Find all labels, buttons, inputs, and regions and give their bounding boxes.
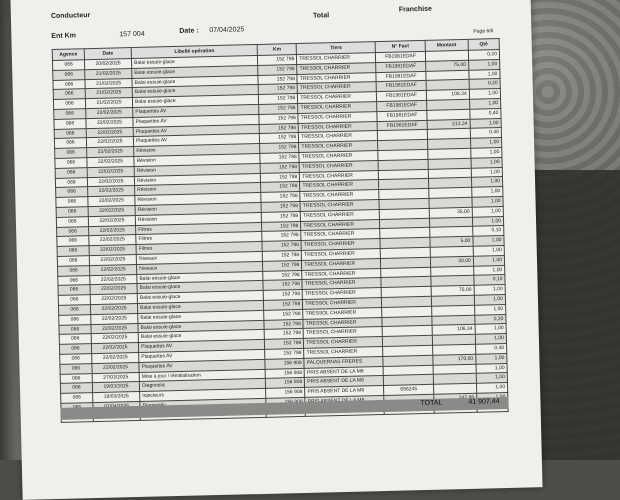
cell-libelle: Balai essuie-glace [138, 300, 264, 313]
cell-facture: FB1981EDAF [377, 110, 427, 121]
cell-agence: 066 [53, 79, 85, 90]
cell-libelle: Révision [134, 153, 260, 166]
cell-qte: 1,00 [476, 373, 507, 384]
cell-agence: 066 [58, 285, 90, 296]
cell-qte: 1,00 [475, 334, 506, 345]
cell-libelle: Balai essuie-glace [138, 320, 264, 333]
cell-km: 152 798 [263, 290, 302, 301]
cell-km: 152 798 [259, 133, 298, 144]
cell-tiers: PRIS ABSENT DE LA M8 [305, 386, 384, 398]
cell-libelle: Révision [134, 144, 260, 157]
date-label: Date : [179, 27, 199, 35]
cell-km: 152 798 [261, 211, 300, 222]
cell-libelle: Plaquettes AV [133, 134, 259, 147]
cell-date: 22/02/2025 [92, 362, 139, 373]
cell-qte: 1,00 [476, 363, 507, 374]
grand-total-value: 41 907,44 [468, 398, 500, 406]
cell-km: 152 798 [259, 103, 298, 114]
cell-agence: 066 [53, 69, 85, 80]
cell-tiers: PRIS ABSENT DE LA M8 [305, 376, 384, 388]
col-qte: Qté [468, 39, 499, 51]
cell-tiers: TRESSOL CHARRIER [301, 229, 380, 241]
cell-qte: 1,00 [468, 59, 499, 70]
cell-qte: 1,00 [471, 157, 502, 168]
cell-date: 22/02/2025 [86, 127, 133, 138]
cell-agence: 066 [59, 324, 91, 335]
cell-qte: 1,00 [472, 196, 503, 207]
cell-tiers: TRESSOL CHARRIER [302, 278, 381, 290]
cell-km: 152 798 [261, 182, 300, 193]
cell-agence: 066 [58, 265, 90, 276]
cell-libelle: Balai essuie-glace [132, 65, 258, 78]
cell-date: 22/02/2025 [88, 205, 135, 216]
cell-km: 152 798 [263, 270, 302, 281]
cell-agence: 066 [57, 226, 89, 237]
cell-km: 152 798 [260, 162, 299, 173]
cell-agence: 066 [58, 295, 90, 306]
cell-qte: 1,00 [472, 206, 503, 217]
cell-tiers: TRESSOL CHARRIER [297, 72, 376, 84]
cell-qte: 1,00 [473, 255, 504, 266]
cell-montant: 30,00 [430, 256, 473, 267]
cell-libelle: Plaquettes AV [133, 114, 259, 127]
cell-agence: 066 [59, 334, 91, 345]
cell-libelle: Révision [135, 183, 261, 196]
total-label: Total [312, 12, 330, 20]
cell-km: 156 908 [265, 368, 304, 379]
cell-libelle: Balai essuie-glace [132, 55, 258, 68]
cell-qte: 1,00 [471, 167, 502, 178]
cell-km: 152 798 [264, 319, 303, 330]
cell-km: 156 908 [265, 378, 304, 389]
cell-agence: 066 [54, 109, 86, 120]
cell-km: 152 798 [258, 84, 297, 95]
cell-date: 22/02/2025 [91, 323, 138, 334]
cell-agence: 066 [53, 99, 85, 110]
cell-km: 152 798 [260, 172, 299, 183]
cell-km: 152 798 [262, 221, 301, 232]
cell-facture: FB1981EDAF [376, 71, 426, 82]
cell-km: 152 798 [259, 94, 298, 105]
cell-tiers: TRESSOL CHARRIER [304, 346, 383, 358]
cell-qte: 1,00 [473, 245, 504, 256]
cell-tiers: TRESSOL CHARRIER [297, 53, 376, 65]
col-libelle: Libellé opération [131, 44, 257, 58]
cell-date: 22/02/2025 [89, 235, 136, 246]
cell-facture: FB1981EDAF [377, 91, 427, 102]
cell-agence: 066 [60, 383, 92, 394]
cell-qte: 0,20 [475, 314, 506, 325]
cell-libelle: Diagnostic [139, 379, 265, 392]
cell-libelle: Plaquettes AV [138, 339, 264, 352]
cell-libelle: Balai essuie-glace [132, 75, 258, 88]
col-facture: N° Fact [376, 40, 426, 52]
cell-agence: 066 [57, 236, 89, 247]
cell-km: 152 798 [265, 339, 304, 350]
cell-km: 152 798 [258, 55, 297, 66]
cell-date: 22/02/2025 [87, 176, 134, 187]
cell-date: 22/02/2025 [88, 215, 135, 226]
cell-montant: 108,34 [426, 90, 469, 101]
cell-tiers: TRESSOL CHARRIER [300, 180, 379, 192]
cell-libelle: Filtres [136, 232, 262, 245]
cell-libelle: Balai essuie-glace [138, 310, 264, 323]
cell-qte: 0,20 [469, 79, 500, 90]
cell-date: 22/02/2025 [90, 284, 137, 295]
cell-montant: 75,00 [425, 60, 468, 71]
cell-qte: 1,00 [470, 138, 501, 149]
cell-agence: 066 [61, 393, 93, 404]
cell-km: 152 798 [259, 113, 298, 124]
driver-label: Conducteur [50, 12, 91, 21]
cell-qte: 1,00 [470, 118, 501, 129]
col-agence: Agence [52, 49, 84, 61]
cell-date: 22/02/2025 [86, 117, 133, 128]
cell-date: 19/03/2025 [92, 382, 139, 393]
cell-km: 152 798 [262, 250, 301, 261]
cell-qte: 1,00 [469, 99, 500, 110]
invoice-sheet [10, 0, 543, 500]
cell-libelle: Plaquettes AV [133, 124, 259, 137]
cell-qte: 1,00 [469, 69, 500, 80]
cell-date: 22/02/2025 [89, 264, 136, 275]
cell-agence: 066 [56, 197, 88, 208]
cell-agence: 066 [55, 167, 87, 178]
cell-date: 20/02/2025 [84, 59, 131, 70]
cell-km: 152 798 [262, 241, 301, 252]
cell-libelle: Filtres [136, 242, 262, 255]
cell-agence: 066 [54, 118, 86, 129]
cell-tiers: TRESSOL CHARRIER [302, 258, 381, 270]
cell-facture: FB1981EDAF [377, 120, 427, 131]
cell-tiers: TRESSOL CHARRIER [297, 62, 376, 74]
cell-agence: 066 [56, 207, 88, 218]
cell-libelle: Injecteurs [140, 388, 266, 401]
cell-libelle: Niveaux [136, 251, 262, 264]
col-km: Km [257, 44, 296, 56]
cell-km: 152 798 [263, 280, 302, 291]
cell-agence: 066 [55, 158, 87, 169]
cell-qte: 1,00 [471, 177, 502, 188]
cell-libelle: Révision [135, 202, 261, 215]
cell-montant: 170,00 [433, 354, 476, 365]
cell-facture: FB1981EDAF [377, 100, 427, 111]
cell-date: 21/02/2025 [85, 78, 132, 89]
cell-agence: 066 [55, 148, 87, 159]
cell-qte: 0,40 [470, 108, 501, 119]
cell-facture: FB1981EDAF [376, 51, 426, 62]
cell-date: 22/02/2025 [87, 166, 134, 177]
cell-agence: 066 [58, 275, 90, 286]
cell-tiers: TRESSOL CHARRIER [303, 317, 382, 329]
cell-agence: 066 [59, 314, 91, 325]
cell-libelle: Plaquettes AV [133, 104, 259, 117]
cell-libelle: Plaquettes AV [139, 359, 265, 372]
cell-qte: 1,00 [475, 324, 506, 335]
cell-qte: 1,00 [472, 216, 503, 227]
cell-km: 152 798 [258, 64, 297, 75]
cell-agence: 066 [53, 89, 85, 100]
cell-tiers: TRESSOL CHARRIER [301, 209, 380, 221]
cell-tiers: TRESSOL CHARRIER [304, 337, 383, 349]
cell-tiers: TRESSOL CHARRIER [302, 288, 381, 300]
start-km-value: 157 004 [119, 30, 145, 39]
cell-date: 22/02/2025 [89, 225, 136, 236]
cell-date: 22/02/2025 [89, 245, 136, 256]
cell-montant: 75,00 [431, 285, 474, 296]
cell-montant: 35,00 [429, 207, 472, 218]
cell-km: 152 798 [262, 231, 301, 242]
cell-tiers: TRESSOL CHARRIER [298, 111, 377, 123]
date-value: 07/04/2025 [209, 26, 245, 35]
cell-agence: 066 [52, 60, 84, 71]
cell-agence: 066 [54, 128, 86, 139]
cell-tiers: TRESSOL CHARRIER [299, 131, 378, 143]
cell-tiers: TRESSOL CHARRIER [301, 239, 380, 251]
cell-tiers: TRESSOL CHARRIER [298, 121, 377, 133]
product-label [65, 0, 87, 2]
cell-date: 22/02/2025 [88, 196, 135, 207]
cell-qte: 0,40 [470, 128, 501, 139]
cell-agence: 066 [57, 246, 89, 257]
cell-qte: 1,00 [469, 89, 500, 100]
cell-libelle: Révision [134, 173, 260, 186]
cell-date: 22/02/2025 [87, 147, 134, 158]
cell-date: 22/02/2025 [86, 108, 133, 119]
cell-date: 22/02/2025 [91, 313, 138, 324]
cell-tiers: TRESSOL CHARRIER [298, 102, 377, 114]
cell-facture: 656245 [384, 384, 434, 395]
cell-libelle: Balai essuie-glace [137, 271, 263, 284]
cell-qte: 0,10 [472, 226, 503, 237]
cell-tiers: TRESSOL CHARRIER [301, 219, 380, 231]
cell-tiers: TRESSOL CHARRIER [303, 307, 382, 319]
cell-libelle: Révision [134, 163, 260, 176]
cell-date: 22/02/2025 [88, 186, 135, 197]
cell-date: 19/03/2025 [93, 392, 140, 403]
cell-km: 152 798 [260, 143, 299, 154]
cell-tiers: TRESSOL CHARRIER [299, 141, 378, 153]
cell-date: 22/02/2025 [92, 352, 139, 363]
cell-agence: 066 [60, 354, 92, 365]
cell-km: 156 908 [265, 358, 304, 369]
cell-qte: 1,00 [473, 236, 504, 247]
cell-km: 152 798 [258, 74, 297, 85]
cell-date: 21/02/2025 [85, 68, 132, 79]
cell-date: 22/02/2025 [90, 294, 137, 305]
cell-agence: 066 [55, 177, 87, 188]
cell-km: 152 798 [264, 309, 303, 320]
cell-qte: 1,00 [476, 383, 507, 394]
cell-km: 156 908 [266, 388, 305, 399]
cell-date: 22/02/2025 [87, 156, 134, 167]
cell-date: 22/02/2025 [89, 254, 136, 265]
cell-km: 152 798 [261, 192, 300, 203]
cell-agence: 066 [60, 373, 92, 384]
cell-qte: 1,00 [471, 187, 502, 198]
cell-qte: 1,00 [474, 285, 505, 296]
cell-libelle: Balai essuie-glace [138, 330, 264, 343]
cell-montant: 213,34 [427, 119, 470, 130]
cell-date: 21/02/2025 [85, 98, 132, 109]
cell-qte: 1,00 [474, 294, 505, 305]
cell-agence: 066 [58, 305, 90, 316]
cell-km: 152 798 [264, 329, 303, 340]
cell-km: 152 798 [261, 201, 300, 212]
cell-libelle: Révision [135, 212, 261, 225]
cell-tiers: TRESSOL CHARRIER [299, 160, 378, 172]
franchise-label: Franchise [398, 5, 433, 14]
cell-tiers: TRESSOL CHARRIER [297, 82, 376, 94]
cell-tiers: TRESSOL CHARRIER [303, 327, 382, 339]
cell-facture: FB1981EDAF [376, 81, 426, 92]
cell-tiers: TRESSOL CHARRIER [302, 268, 381, 280]
cell-date: 22/02/2025 [90, 274, 137, 285]
cell-montant: 106,34 [432, 325, 475, 336]
cell-agence: 066 [57, 256, 89, 267]
cell-agence: 066 [59, 344, 91, 355]
cell-tiers: TRESSOL CHARRIER [298, 92, 377, 104]
cell-km: 152 798 [260, 152, 299, 163]
cell-tiers: TRESSOL CHARRIER [300, 199, 379, 211]
cell-agence: 066 [56, 187, 88, 198]
cell-qte: 0,40 [475, 343, 506, 354]
col-tiers: Tiers [296, 42, 375, 55]
cell-km: 152 798 [265, 348, 304, 359]
cell-km: 152 798 [264, 299, 303, 310]
cell-qte: 1,00 [471, 148, 502, 159]
cell-libelle: Balai essuie-glace [137, 281, 263, 294]
cell-km: 152 798 [263, 260, 302, 271]
grand-total-label: TOTAL [420, 399, 443, 408]
cell-qte: 0,20 [468, 50, 499, 61]
cell-qte: 1,00 [474, 304, 505, 315]
cell-libelle: Mise à jour / réinitialisation [139, 369, 265, 382]
cell-qte: 1,00 [476, 353, 507, 364]
cell-agence: 066 [60, 363, 92, 374]
cell-libelle: Plaquettes AV [139, 349, 265, 362]
cell-date: 22/02/2025 [91, 333, 138, 344]
cell-tiers: TRESSOL CHARRIER [299, 151, 378, 163]
cell-libelle: Filtres [136, 222, 262, 235]
cell-facture: FB1981EDAF [376, 61, 426, 72]
cell-date: 21/02/2025 [85, 88, 132, 99]
col-date: Date [84, 48, 131, 60]
cell-libelle: Balai essuie-glace [132, 85, 258, 98]
cell-qte: 1,00 [473, 265, 504, 276]
cell-agence: 066 [56, 216, 88, 227]
page-number: Page 6/6 [473, 28, 494, 35]
operations-table [52, 38, 509, 423]
cell-date: 22/02/2025 [86, 137, 133, 148]
cell-km: 152 798 [259, 123, 298, 134]
col-montant: Montant [425, 39, 468, 51]
cell-tiers: TRESSOL CHARRIER [302, 248, 381, 260]
start-km-label: Ent Km [51, 32, 76, 41]
cell-libelle: Révision [135, 193, 261, 206]
cell-agence: 066 [54, 138, 86, 149]
cell-montant: 5,00 [430, 236, 473, 247]
cell-date: 22/02/2025 [90, 303, 137, 314]
cell-tiers: PRIS ABSENT DE LA M8 [304, 366, 383, 378]
cell-tiers: PALQUERNAS FRERES [304, 356, 383, 368]
cell-tiers: TRESSOL CHARRIER [300, 170, 379, 182]
cell-date: 27/03/2025 [92, 372, 139, 383]
cell-libelle: Balai essuie-glace [133, 95, 259, 108]
cell-libelle: Niveaux [137, 261, 263, 274]
cell-qte: 0,10 [474, 275, 505, 286]
cell-tiers: TRESSOL CHARRIER [300, 190, 379, 202]
cell-tiers: TRESSOL CHARRIER [303, 297, 382, 309]
cell-date: 22/02/2025 [91, 343, 138, 354]
cell-libelle: Balai essuie-glace [137, 291, 263, 304]
